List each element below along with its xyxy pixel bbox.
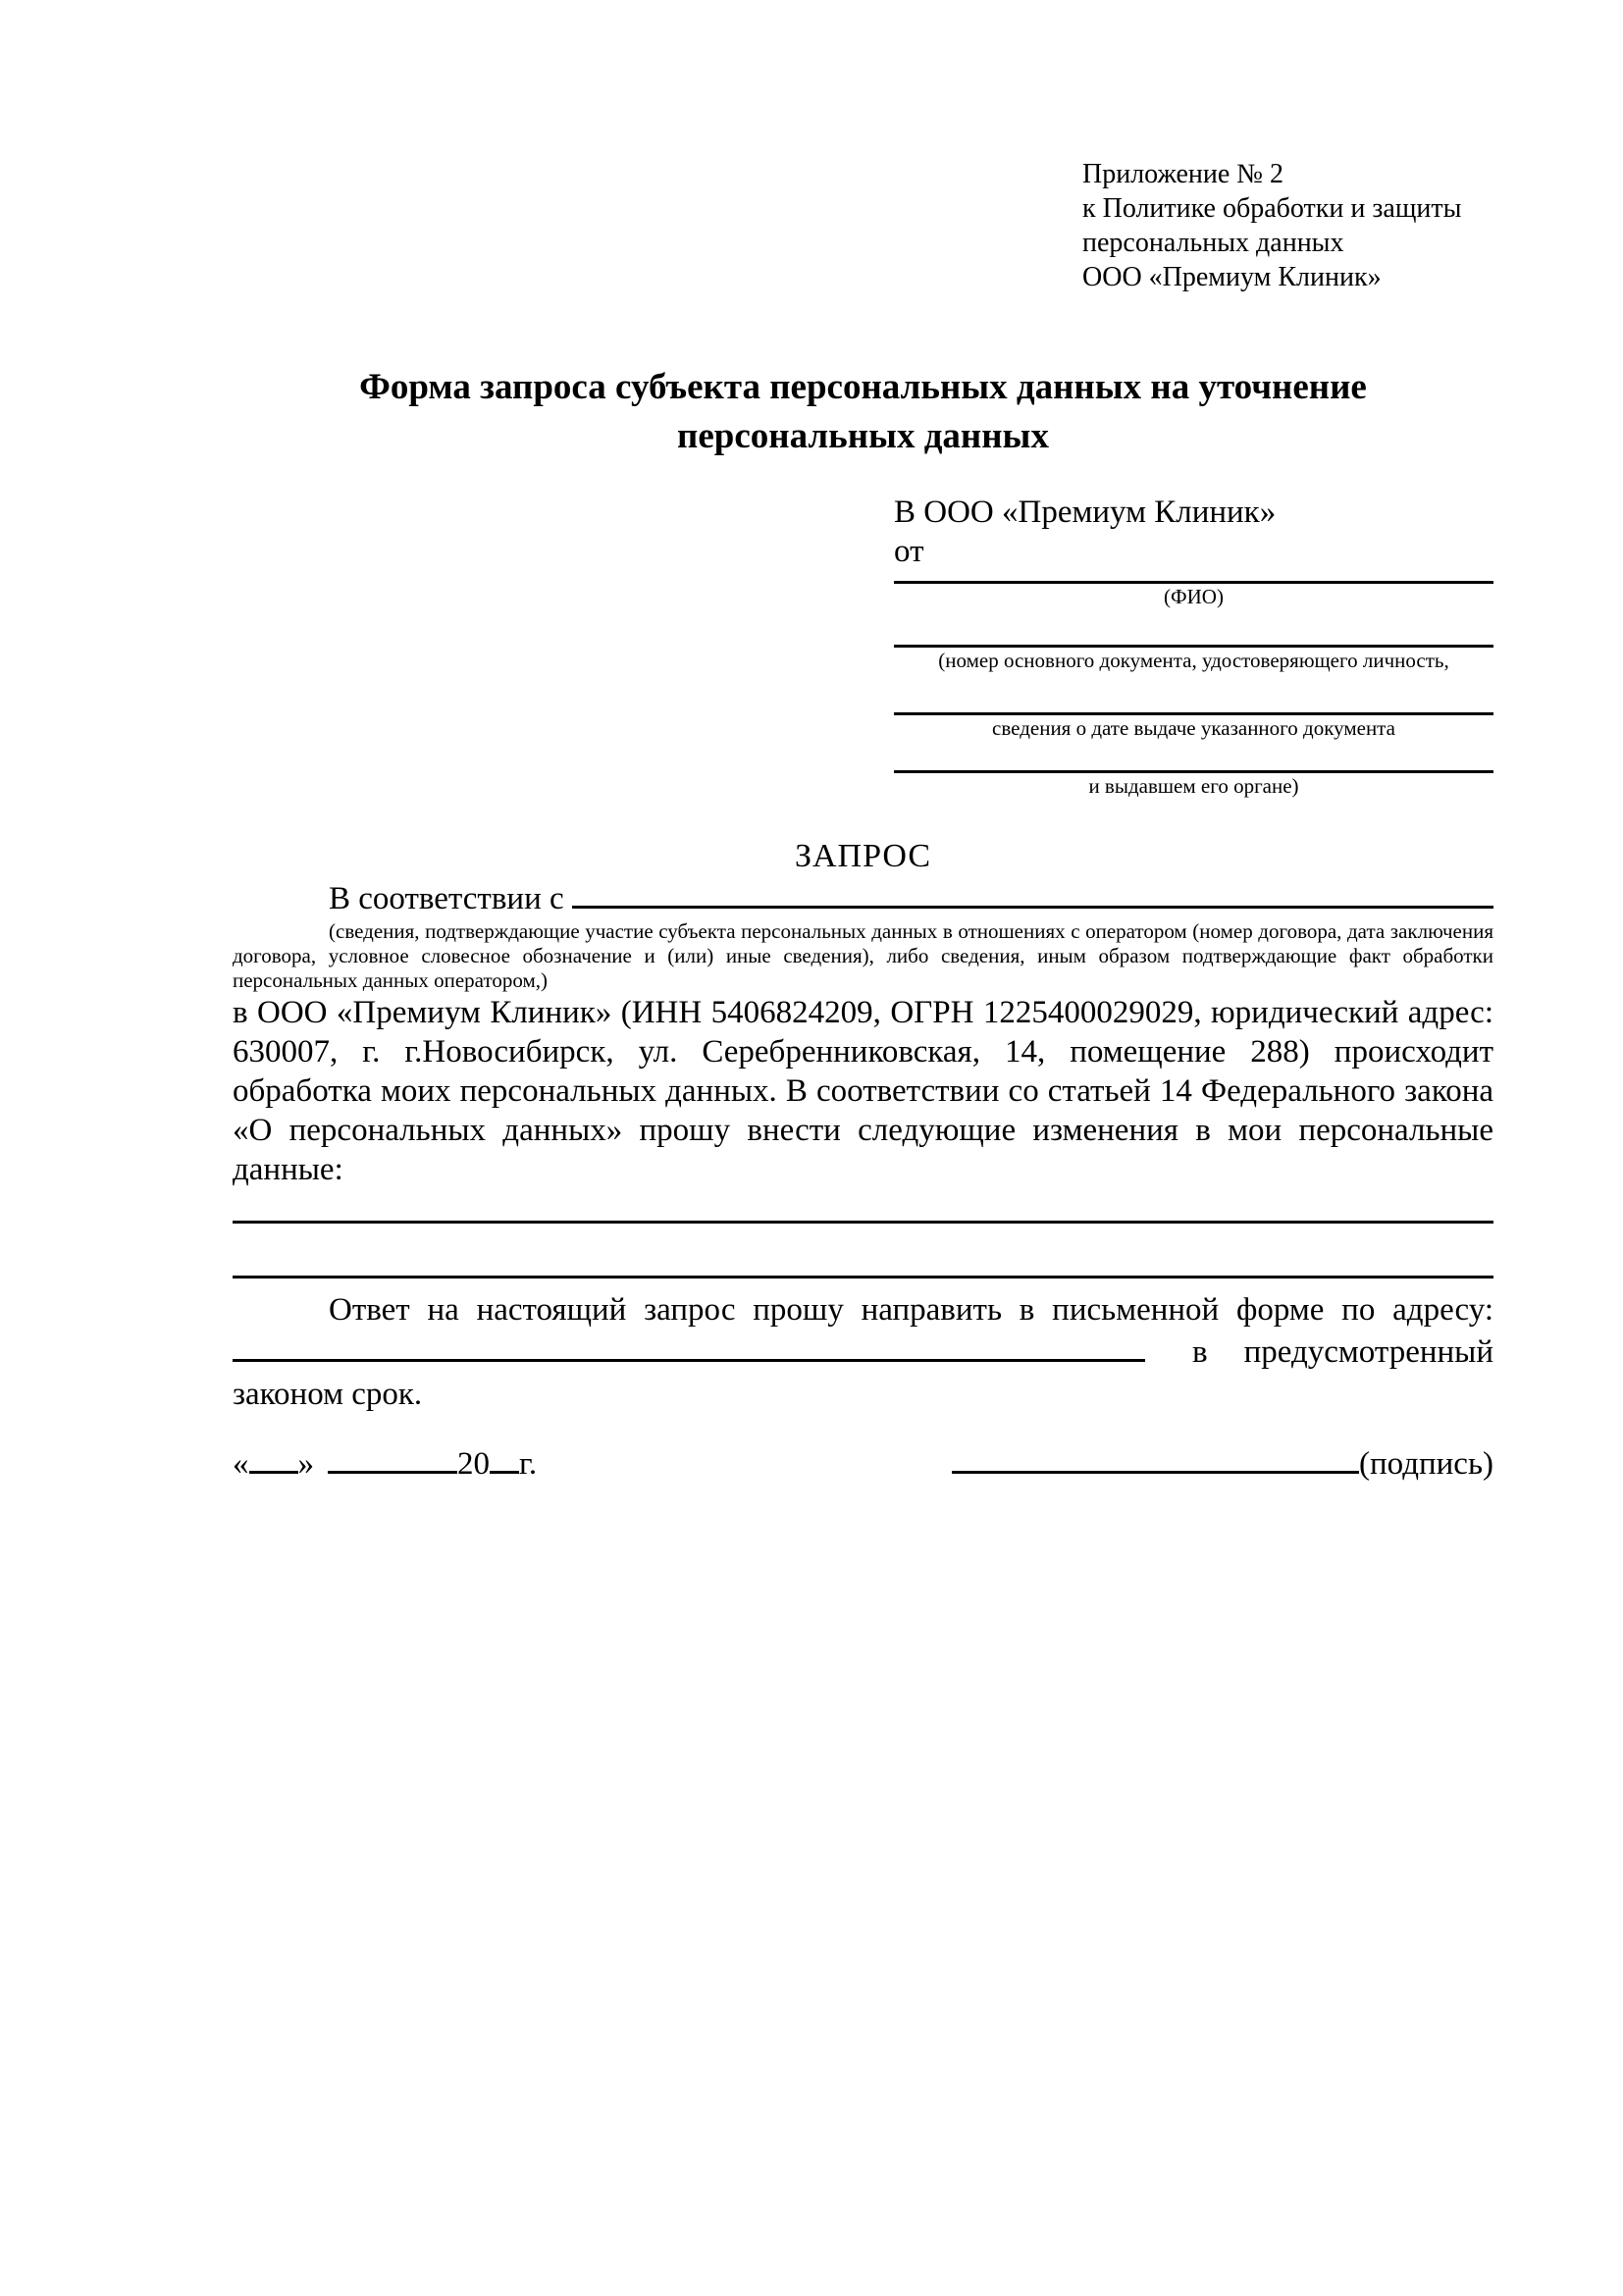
document-number-blank-line: [894, 609, 1493, 648]
changes-blank-line-2: [233, 1224, 1493, 1278]
date-quote-open: «: [233, 1446, 249, 1482]
fio-caption: (ФИО): [1164, 585, 1224, 608]
document-issuer-blank-line: [894, 741, 1493, 773]
date-quote-close: »: [297, 1446, 314, 1482]
header-note-line: ООО «Премиум Клиник»: [1082, 262, 1382, 292]
document-number-caption: (номер основного документа, удостоверяющего личность,: [938, 649, 1449, 672]
reply-word: предусмотренный: [1243, 1334, 1493, 1370]
document-date-caption: сведения о дате выдаче указанного документа: [992, 716, 1395, 740]
header-note-line: Приложение № 2: [1082, 159, 1283, 189]
addressee-from-label: от: [894, 534, 924, 569]
intro-prefix: В соответствии с: [329, 881, 564, 916]
year-prefix: 20: [457, 1446, 490, 1482]
reply-line: Ответ на настоящий запрос прошу направить в письменной форме по адресу:: [329, 1292, 1493, 1328]
intro-line: [233, 878, 1493, 919]
header-note-line: к Политике обработки и защиты: [1082, 193, 1462, 224]
header-note-line: персональных данных: [1082, 228, 1344, 258]
signature-field: [952, 1443, 1493, 1485]
body-paragraph: в ООО «Премиум Клиник» (ИНН 5406824209, ОГРН 1225400029029, юридический адрес: 630007, г. г.Новосибирск, ул. Серебренниковская, 14, помещение 288) происходит обработка моих персональных данных. В соответствии со статьей 14 Федерального закона «О персональных данных» прошу внести следующие изменения в мои персональные данные:: [233, 995, 1493, 1187]
header-note: [1082, 157, 1493, 294]
addressee-block: [894, 493, 1493, 799]
addressee-to: В ООО «Премиум Клиник»: [894, 495, 1277, 530]
request-heading: ЗАПРОС: [794, 838, 932, 874]
month-blank-line: [328, 1471, 457, 1474]
reply-word: в: [1192, 1334, 1208, 1370]
day-blank-line: [249, 1471, 298, 1474]
document-title: Форма запроса субъекта персональных данных на уточнение персональных данных: [359, 367, 1367, 456]
reply-end: законом срок.: [233, 1377, 423, 1412]
signature-blank-line: [952, 1471, 1359, 1474]
year-suffix: г.: [519, 1446, 538, 1482]
address-blank-line: [233, 1359, 1145, 1362]
fio-blank-line: [894, 571, 1493, 584]
changes-blank-line-1: [233, 1189, 1493, 1224]
signature-caption: (подпись): [1359, 1446, 1493, 1482]
intro-footnote: (сведения, подтверждающие участие субъекта персональных данных в отношениях с оператором (номер договора, дата заключения договора, условное словесное обозначение и (или) иные сведения), либо сведения, иным образом подтверждающие факт обработки персональных данных оператором,): [233, 919, 1493, 992]
signature-date: [233, 1443, 537, 1485]
signature-row: [233, 1443, 1493, 1485]
document-date-blank-line: [894, 673, 1493, 715]
year-blank-line: [490, 1471, 519, 1474]
document-issuer-caption: и выдавшем его органе): [1088, 774, 1299, 798]
reply-address-row: [233, 1330, 1493, 1375]
intro-blank-line: [572, 906, 1493, 909]
